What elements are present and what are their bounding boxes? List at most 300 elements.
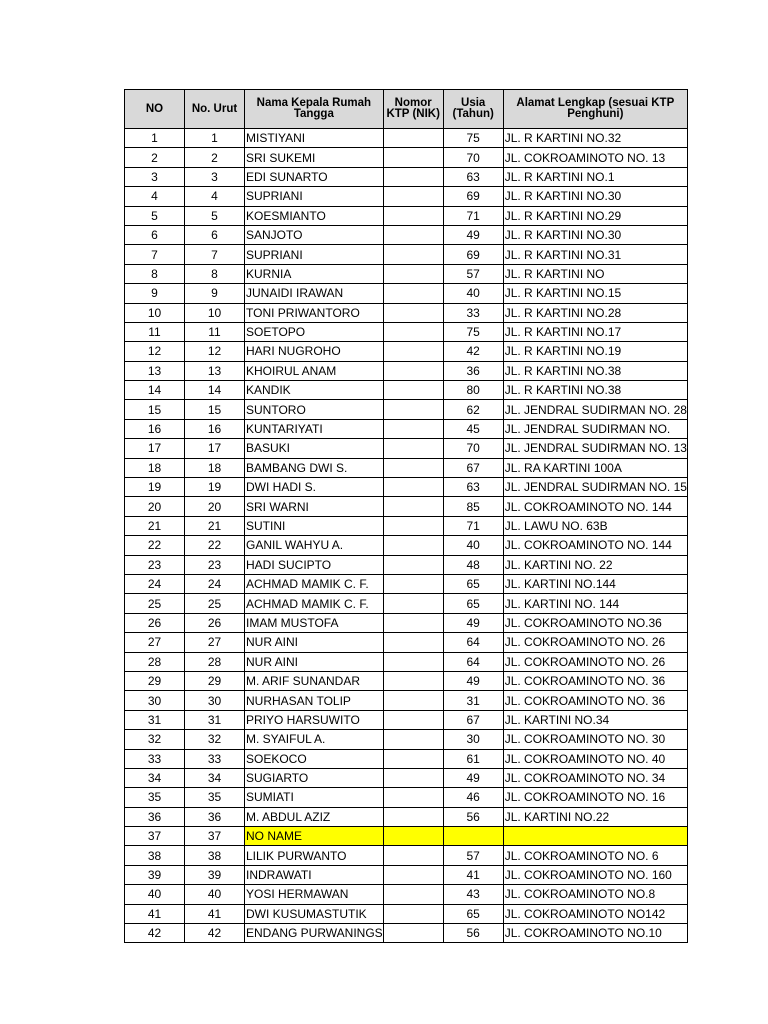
cell-nik[interactable]: [383, 885, 443, 904]
cell-no-urut[interactable]: [185, 303, 245, 322]
cell-usia[interactable]: [443, 225, 503, 244]
cell-alamat[interactable]: [503, 536, 687, 555]
cell-no-urut[interactable]: [185, 129, 245, 148]
cell-no[interactable]: [125, 749, 185, 768]
cell-no-urut[interactable]: [185, 187, 245, 206]
cell-alamat[interactable]: [503, 555, 687, 574]
cell-usia[interactable]: [443, 478, 503, 497]
cell-alamat[interactable]: [503, 129, 687, 148]
cell-no[interactable]: [125, 671, 185, 690]
cell-no[interactable]: [125, 652, 185, 671]
cell-no[interactable]: [125, 536, 185, 555]
cell-nama[interactable]: [245, 924, 384, 943]
cell-usia[interactable]: [443, 710, 503, 729]
cell-no-urut[interactable]: [185, 671, 245, 690]
cell-alamat[interactable]: [503, 206, 687, 225]
cell-no-urut[interactable]: [185, 381, 245, 400]
cell-alamat[interactable]: [503, 284, 687, 303]
cell-alamat-value: JL. R KARTINI NO.38: [504, 363, 622, 378]
cell-nama[interactable]: [245, 187, 384, 206]
cell-no-urut[interactable]: [185, 827, 245, 846]
cell-nama[interactable]: [245, 788, 384, 807]
cell-usia-value: 36: [466, 363, 480, 378]
cell-usia-value: 48: [466, 557, 480, 572]
cell-no[interactable]: [125, 206, 185, 225]
cell-usia[interactable]: [443, 400, 503, 419]
cell-no-urut[interactable]: [185, 148, 245, 167]
cell-nik[interactable]: [383, 749, 443, 768]
cell-usia[interactable]: [443, 827, 503, 846]
cell-nik[interactable]: [383, 633, 443, 652]
cell-nik[interactable]: [383, 361, 443, 380]
cell-nama[interactable]: [245, 652, 384, 671]
cell-no-urut[interactable]: [185, 594, 245, 613]
cell-no[interactable]: [125, 167, 185, 186]
cell-nama[interactable]: [245, 361, 384, 380]
cell-no[interactable]: [125, 342, 185, 361]
header-no[interactable]: NO: [125, 90, 185, 129]
cell-alamat[interactable]: [503, 633, 687, 652]
cell-no[interactable]: [125, 633, 185, 652]
cell-usia[interactable]: [443, 671, 503, 690]
cell-no[interactable]: [125, 730, 185, 749]
cell-no[interactable]: [125, 788, 185, 807]
cell-alamat[interactable]: [503, 322, 687, 341]
cell-alamat[interactable]: [503, 885, 687, 904]
cell-alamat[interactable]: [503, 400, 687, 419]
cell-usia[interactable]: [443, 555, 503, 574]
cell-no[interactable]: [125, 129, 185, 148]
cell-nik[interactable]: [383, 245, 443, 264]
cell-no[interactable]: [125, 245, 185, 264]
cell-no[interactable]: [125, 458, 185, 477]
cell-nama[interactable]: [245, 129, 384, 148]
cell-nama[interactable]: [245, 749, 384, 768]
cell-nik[interactable]: [383, 206, 443, 225]
cell-nik[interactable]: [383, 555, 443, 574]
cell-usia[interactable]: [443, 167, 503, 186]
cell-alamat[interactable]: [503, 167, 687, 186]
cell-usia[interactable]: [443, 904, 503, 923]
cell-nik[interactable]: [383, 167, 443, 186]
header-nomor-ktp[interactable]: Nomor KTP (NIK): [383, 90, 443, 129]
cell-no-urut[interactable]: [185, 788, 245, 807]
cell-nama[interactable]: [245, 536, 384, 555]
cell-usia[interactable]: [443, 924, 503, 943]
cell-nik[interactable]: [383, 807, 443, 826]
cell-nik[interactable]: [383, 788, 443, 807]
cell-no[interactable]: [125, 381, 185, 400]
cell-no-urut[interactable]: [185, 904, 245, 923]
cell-nama[interactable]: [245, 555, 384, 574]
cell-usia[interactable]: [443, 206, 503, 225]
cell-no[interactable]: [125, 594, 185, 613]
cell-no-urut[interactable]: [185, 516, 245, 535]
cell-no-urut[interactable]: [185, 652, 245, 671]
cell-nama[interactable]: [245, 594, 384, 613]
cell-alamat[interactable]: [503, 827, 687, 846]
cell-alamat[interactable]: [503, 264, 687, 283]
cell-no[interactable]: [125, 497, 185, 516]
cell-alamat[interactable]: [503, 574, 687, 593]
cell-alamat-value: JL. R KARTINI NO.38: [504, 383, 622, 398]
cell-nik-value: [384, 131, 385, 145]
cell-nik[interactable]: [383, 924, 443, 943]
cell-no-urut-value: 23: [207, 557, 222, 572]
table-row: [125, 361, 688, 380]
cell-usia[interactable]: [443, 749, 503, 768]
cell-nama[interactable]: [245, 768, 384, 787]
cell-nama[interactable]: [245, 904, 384, 923]
cell-alamat[interactable]: [503, 148, 687, 167]
cell-usia[interactable]: [443, 381, 503, 400]
cell-nama[interactable]: [245, 245, 384, 264]
cell-alamat[interactable]: [503, 924, 687, 943]
cell-no-urut[interactable]: [185, 710, 245, 729]
cell-usia[interactable]: [443, 264, 503, 283]
cell-nik[interactable]: [383, 574, 443, 593]
cell-nik[interactable]: [383, 400, 443, 419]
cell-alamat[interactable]: [503, 478, 687, 497]
cell-nik-value: [384, 577, 385, 591]
cell-nama[interactable]: [245, 439, 384, 458]
cell-alamat[interactable]: [503, 613, 687, 632]
cell-no-value: 10: [147, 305, 162, 320]
cell-no-value: 2: [151, 150, 158, 165]
cell-alamat[interactable]: [503, 381, 687, 400]
cell-nama[interactable]: [245, 206, 384, 225]
cell-alamat[interactable]: [503, 245, 687, 264]
cell-no[interactable]: [125, 555, 185, 574]
cell-no-urut-value: 26: [207, 615, 222, 630]
cell-nik[interactable]: [383, 730, 443, 749]
cell-no[interactable]: [125, 613, 185, 632]
cell-no-urut[interactable]: [185, 458, 245, 477]
cell-usia-value: 65: [466, 577, 480, 592]
cell-no-urut[interactable]: [185, 924, 245, 943]
cell-alamat[interactable]: [503, 652, 687, 671]
cell-nama-value: IMAM MUSTOFA: [246, 615, 339, 630]
cell-usia[interactable]: [443, 497, 503, 516]
cell-usia[interactable]: [443, 342, 503, 361]
cell-no[interactable]: [125, 846, 185, 865]
cell-no[interactable]: [125, 710, 185, 729]
cell-alamat[interactable]: [503, 458, 687, 477]
cell-no-urut[interactable]: [185, 749, 245, 768]
cell-no[interactable]: [125, 691, 185, 710]
cell-no[interactable]: [125, 322, 185, 341]
cell-alamat[interactable]: [503, 691, 687, 710]
cell-alamat[interactable]: [503, 594, 687, 613]
cell-nik[interactable]: [383, 652, 443, 671]
cell-nik[interactable]: [383, 865, 443, 884]
cell-nama[interactable]: [245, 710, 384, 729]
cell-no-urut[interactable]: [185, 768, 245, 787]
cell-no-urut[interactable]: [185, 691, 245, 710]
header-alamat-lengkap[interactable]: [503, 90, 687, 129]
cell-no-urut-value: 11: [208, 325, 221, 340]
cell-usia[interactable]: [443, 865, 503, 884]
cell-nama[interactable]: [245, 574, 384, 593]
cell-nama[interactable]: [245, 846, 384, 865]
cell-alamat[interactable]: [503, 671, 687, 690]
cell-no-urut[interactable]: [185, 439, 245, 458]
cell-nama[interactable]: [245, 478, 384, 497]
table-row: [125, 730, 688, 749]
cell-nama[interactable]: [245, 885, 384, 904]
cell-nik[interactable]: [383, 904, 443, 923]
cell-no[interactable]: [125, 516, 185, 535]
cell-nik-value: [384, 810, 385, 824]
cell-nama[interactable]: [245, 516, 384, 535]
cell-no[interactable]: [125, 478, 185, 497]
cell-no[interactable]: [125, 885, 185, 904]
table-row: [125, 691, 688, 710]
cell-usia[interactable]: [443, 536, 503, 555]
cell-no-urut[interactable]: [185, 730, 245, 749]
cell-no[interactable]: [125, 284, 185, 303]
cell-no-value: 14: [147, 383, 162, 398]
table-row: [125, 322, 688, 341]
cell-usia[interactable]: [443, 574, 503, 593]
cell-nama[interactable]: [245, 167, 384, 186]
cell-nik[interactable]: [383, 458, 443, 477]
cell-alamat[interactable]: [503, 710, 687, 729]
cell-alamat[interactable]: [503, 439, 687, 458]
cell-nik[interactable]: [383, 303, 443, 322]
cell-no-urut[interactable]: [185, 342, 245, 361]
table-row: [125, 671, 688, 690]
cell-nik[interactable]: [383, 322, 443, 341]
cell-usia[interactable]: [443, 419, 503, 438]
cell-nik[interactable]: [383, 516, 443, 535]
cell-usia[interactable]: [443, 516, 503, 535]
cell-alamat-value: JL. COKROAMINOTO NO. 36: [504, 693, 666, 708]
cell-alamat-value: JL. R KARTINI NO.31: [504, 247, 622, 262]
cell-no-urut[interactable]: [185, 497, 245, 516]
cell-no[interactable]: [125, 400, 185, 419]
cell-alamat[interactable]: [503, 225, 687, 244]
cell-nik[interactable]: [383, 381, 443, 400]
cell-no[interactable]: [125, 807, 185, 826]
cell-nama[interactable]: [245, 284, 384, 303]
cell-no-urut[interactable]: [185, 865, 245, 884]
cell-no-value: 6: [151, 228, 158, 243]
cell-no[interactable]: [125, 904, 185, 923]
cell-no[interactable]: [125, 574, 185, 593]
cell-nama[interactable]: [245, 342, 384, 361]
cell-nik[interactable]: [383, 768, 443, 787]
cell-no-urut[interactable]: [185, 574, 245, 593]
cell-usia[interactable]: [443, 322, 503, 341]
cell-nama[interactable]: [245, 400, 384, 419]
cell-usia[interactable]: [443, 807, 503, 826]
cell-no-urut[interactable]: [185, 807, 245, 826]
cell-alamat[interactable]: [503, 730, 687, 749]
cell-usia[interactable]: [443, 129, 503, 148]
cell-nama-value: BASUKI: [246, 441, 291, 456]
cell-nik[interactable]: [383, 148, 443, 167]
cell-no[interactable]: [125, 187, 185, 206]
cell-no[interactable]: [125, 865, 185, 884]
cell-alamat[interactable]: [503, 865, 687, 884]
cell-no-urut[interactable]: [185, 167, 245, 186]
cell-no-urut[interactable]: [185, 536, 245, 555]
cell-no[interactable]: [125, 361, 185, 380]
cell-nik[interactable]: [383, 671, 443, 690]
cell-alamat-value: JL. COKROAMINOTO NO. 16: [504, 790, 666, 805]
cell-alamat[interactable]: [503, 749, 687, 768]
cell-usia[interactable]: [443, 652, 503, 671]
cell-no-urut[interactable]: [185, 633, 245, 652]
cell-alamat[interactable]: [503, 768, 687, 787]
cell-usia[interactable]: [443, 458, 503, 477]
cell-usia[interactable]: [443, 187, 503, 206]
cell-no-value: 32: [147, 732, 162, 747]
cell-no[interactable]: [125, 419, 185, 438]
cell-nama-value: KUNTARIYATI: [246, 422, 323, 437]
cell-no-urut[interactable]: [185, 478, 245, 497]
cell-nik[interactable]: [383, 187, 443, 206]
cell-nik[interactable]: [383, 478, 443, 497]
cell-nama[interactable]: [245, 730, 384, 749]
cell-alamat[interactable]: [503, 361, 687, 380]
cell-no[interactable]: [125, 264, 185, 283]
cell-nama[interactable]: [245, 303, 384, 322]
cell-usia[interactable]: [443, 245, 503, 264]
cell-nik[interactable]: [383, 497, 443, 516]
cell-nama[interactable]: [245, 148, 384, 167]
cell-no-value: 35: [147, 790, 162, 805]
cell-usia[interactable]: [443, 439, 503, 458]
cell-usia[interactable]: [443, 633, 503, 652]
cell-no-urut[interactable]: [185, 245, 245, 264]
cell-alamat[interactable]: [503, 904, 687, 923]
cell-alamat[interactable]: [503, 187, 687, 206]
cell-nik[interactable]: [383, 613, 443, 632]
cell-nik[interactable]: [383, 536, 443, 555]
cell-alamat[interactable]: [503, 497, 687, 516]
cell-nik[interactable]: [383, 691, 443, 710]
cell-no-urut[interactable]: [185, 419, 245, 438]
cell-no-urut[interactable]: [185, 555, 245, 574]
cell-usia[interactable]: [443, 361, 503, 380]
cell-nik-value: [384, 849, 385, 863]
cell-nama[interactable]: [245, 671, 384, 690]
cell-alamat-value: JL. JENDRAL SUDIRMAN NO.: [504, 422, 671, 437]
cell-nik[interactable]: [383, 264, 443, 283]
cell-nik[interactable]: [383, 439, 443, 458]
cell-nik[interactable]: [383, 710, 443, 729]
cell-nama[interactable]: [245, 497, 384, 516]
cell-usia[interactable]: [443, 284, 503, 303]
cell-alamat-value: JL. R KARTINI NO.17: [504, 325, 622, 340]
cell-no-urut[interactable]: [185, 284, 245, 303]
cell-alamat[interactable]: [503, 788, 687, 807]
cell-no-urut[interactable]: [185, 322, 245, 341]
cell-nama-value: TONI PRIWANTORO: [246, 305, 360, 320]
cell-nik[interactable]: [383, 284, 443, 303]
cell-alamat[interactable]: [503, 342, 687, 361]
cell-nama[interactable]: [245, 458, 384, 477]
cell-nama[interactable]: [245, 633, 384, 652]
cell-alamat[interactable]: [503, 303, 687, 322]
cell-no-urut[interactable]: [185, 225, 245, 244]
cell-usia[interactable]: [443, 788, 503, 807]
cell-no-value: 42: [147, 926, 162, 941]
cell-usia[interactable]: [443, 148, 503, 167]
cell-nama-value: SOETOPO: [246, 325, 306, 340]
cell-no-urut[interactable]: [185, 400, 245, 419]
cell-no-value: 22: [147, 538, 162, 553]
cell-nik[interactable]: [383, 419, 443, 438]
cell-nama[interactable]: [245, 264, 384, 283]
cell-no-urut[interactable]: [185, 613, 245, 632]
cell-nama[interactable]: [245, 865, 384, 884]
cell-no[interactable]: [125, 148, 185, 167]
header-usia[interactable]: Usia (Tahun): [443, 90, 503, 129]
cell-no-urut[interactable]: [185, 885, 245, 904]
cell-nama[interactable]: [245, 827, 384, 846]
cell-nama[interactable]: [245, 419, 384, 438]
cell-nama-value: SUGIARTO: [246, 771, 309, 786]
cell-no-value: 7: [151, 247, 158, 262]
cell-nik[interactable]: [383, 827, 443, 846]
table-row: [125, 342, 688, 361]
cell-alamat[interactable]: [503, 807, 687, 826]
cell-nik[interactable]: [383, 594, 443, 613]
cell-usia[interactable]: [443, 768, 503, 787]
cell-nik-value: [384, 151, 385, 165]
cell-usia[interactable]: [443, 613, 503, 632]
cell-alamat[interactable]: [503, 846, 687, 865]
cell-nama[interactable]: [245, 381, 384, 400]
cell-no[interactable]: [125, 924, 185, 943]
header-row: [125, 90, 688, 129]
cell-usia[interactable]: [443, 885, 503, 904]
cell-no[interactable]: [125, 303, 185, 322]
cell-nik[interactable]: [383, 342, 443, 361]
cell-alamat-value: JL. R KARTINI NO.30: [504, 228, 622, 243]
cell-nama[interactable]: [245, 807, 384, 826]
cell-nama[interactable]: [245, 225, 384, 244]
cell-no-value: 8: [151, 266, 158, 281]
cell-alamat[interactable]: [503, 516, 687, 535]
cell-usia[interactable]: [443, 691, 503, 710]
cell-usia[interactable]: [443, 730, 503, 749]
cell-nama[interactable]: [245, 691, 384, 710]
cell-no[interactable]: [125, 225, 185, 244]
cell-nama[interactable]: [245, 613, 384, 632]
cell-no-urut[interactable]: [185, 264, 245, 283]
cell-alamat[interactable]: [503, 419, 687, 438]
cell-usia[interactable]: [443, 594, 503, 613]
cell-nik[interactable]: [383, 225, 443, 244]
cell-no-urut[interactable]: [185, 846, 245, 865]
header-no-urut[interactable]: No. Urut: [185, 90, 245, 129]
cell-nik[interactable]: [383, 129, 443, 148]
header-nama-kepala-rumah-tangga[interactable]: [245, 90, 384, 129]
cell-no[interactable]: [125, 768, 185, 787]
cell-no[interactable]: [125, 827, 185, 846]
cell-nik[interactable]: [383, 846, 443, 865]
cell-no[interactable]: [125, 439, 185, 458]
cell-no-urut[interactable]: [185, 361, 245, 380]
cell-nama[interactable]: [245, 322, 384, 341]
cell-usia[interactable]: [443, 303, 503, 322]
cell-no-urut[interactable]: [185, 206, 245, 225]
cell-usia[interactable]: [443, 846, 503, 865]
